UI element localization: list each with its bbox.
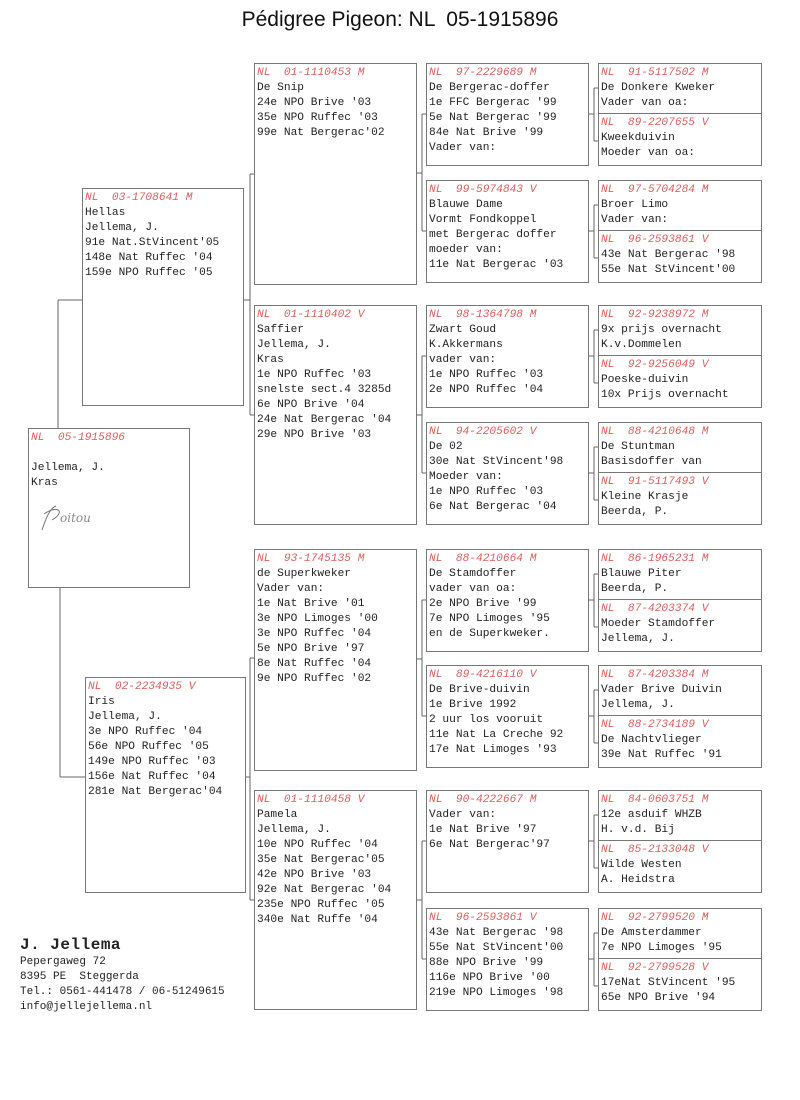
- pigeon-info-line: 3e NPO Ruffec '04: [88, 726, 203, 738]
- pigeon-info-line: met Bergerac doffer: [429, 229, 557, 241]
- pigeon-info-line: Pamela: [257, 809, 298, 821]
- pigeon-info-line: K.Akkermans: [429, 339, 503, 351]
- ring-number: NL 01-1110458 V: [257, 794, 365, 806]
- pigeon-info-line: en de Superkweker.: [429, 628, 550, 640]
- pigeon-card-gen4: [598, 599, 762, 652]
- pigeon-card-dam: [85, 677, 246, 893]
- pigeon-info-line: 17e Nat Limoges '93: [429, 744, 557, 756]
- pigeon-card-gen4: [598, 549, 762, 600]
- pigeon-card-gen4: [598, 840, 762, 893]
- ring-number: NL 88-4210664 M: [429, 553, 537, 565]
- ring-number: NL 96-2593861 V: [429, 912, 537, 924]
- pigeon-info-line: De Donkere Kweker: [601, 82, 716, 94]
- pigeon-info-line: 8e Nat Ruffec '04: [257, 658, 372, 670]
- pigeon-card-gen4: [598, 180, 762, 231]
- pigeon-info-line: Vormt Fondkoppel: [429, 214, 537, 226]
- pigeon-info-line: De Bergerac-doffer: [429, 82, 550, 94]
- pigeon-info-line: 11e Nat Bergerac '03: [429, 259, 564, 271]
- owner-city: 8395 PE Steggerda: [20, 971, 139, 983]
- pigeon-card-gen2: [254, 790, 417, 1010]
- pigeon-info-line: Vader van oa:: [601, 97, 689, 109]
- ring-number: NL 87-4203374 V: [601, 603, 709, 615]
- pigeon-card-gen4: [598, 958, 762, 1011]
- pigeon-info-line: 24e Nat Bergerac '04: [257, 414, 392, 426]
- pigeon-info-line: 2 uur los vooruit: [429, 714, 544, 726]
- pigeon-info-line: vader van oa:: [429, 583, 517, 595]
- pigeon-info-line: 6e Nat Bergerac '04: [429, 501, 557, 513]
- ring-number: NL 91-5117493 V: [601, 476, 709, 488]
- pigeon-info-line: Blauwe Dame: [429, 199, 503, 211]
- ring-number: NL 85-2133048 V: [601, 844, 709, 856]
- pigeon-info-line: 156e Nat Ruffec '04: [88, 771, 216, 783]
- owner-email: info@jellejellema.nl: [20, 1001, 153, 1013]
- pigeon-info-line: 7e NPO Limoges '95: [429, 613, 550, 625]
- ring-number: NL 87-4203384 M: [601, 669, 709, 681]
- pigeon-info-line: Vader Brive Duivin: [601, 684, 722, 696]
- page-title: Pédigree Pigeon: NL 05-1915896: [241, 8, 559, 31]
- pigeon-info-line: 5e NPO Brive '97: [257, 643, 365, 655]
- pigeon-info-line: 2e NPO Brive '99: [429, 598, 537, 610]
- ring-number: NL 01-1110453 M: [257, 67, 365, 79]
- pigeon-card-gen4: [598, 113, 762, 166]
- pigeon-card-gen4: [598, 355, 762, 408]
- pigeon-info-line: moeder van:: [429, 244, 503, 256]
- pigeon-info-line: 99e Nat Bergerac'02: [257, 127, 385, 139]
- pigeon-card-gen2: [254, 63, 417, 285]
- pigeon-info-line: Moeder van:: [429, 471, 503, 483]
- pigeon-info-line: Basisdoffer van: [601, 456, 702, 468]
- pigeon-info-line: 235e NPO Ruffec '05: [257, 899, 385, 911]
- pigeon-info-line: 91e Nat.StVincent'05: [85, 237, 220, 249]
- pigeon-info-line: A. Heidstra: [601, 874, 675, 886]
- pigeon-info-line: 148e Nat Ruffec '04: [85, 252, 213, 264]
- pigeon-card-gen4: [598, 908, 762, 959]
- ring-number: NL 91-5117502 M: [601, 67, 709, 79]
- ring-number: NL 89-4216110 V: [429, 669, 537, 681]
- ring-number: NL 89-2207655 V: [601, 117, 709, 129]
- pigeon-info-line: Jellema, J.: [31, 462, 105, 474]
- pigeon-card-gen2: [254, 549, 417, 771]
- pigeon-info-line: Jellema, J.: [257, 824, 331, 836]
- ring-number: NL 92-9256049 V: [601, 359, 709, 371]
- ring-number: NL 86-1965231 M: [601, 553, 709, 565]
- owner-street: Pepergaweg 72: [20, 956, 106, 968]
- pigeon-info-line: 55e Nat StVincent'00: [429, 942, 564, 954]
- pigeon-info-line: 42e NPO Brive '03: [257, 869, 372, 881]
- pigeon-info-line: De Nachtvlieger: [601, 734, 702, 746]
- pigeon-card-gen3: [426, 422, 589, 525]
- pigeon-info-line: vader van:: [429, 354, 497, 366]
- ring-number: NL 99-5974843 V: [429, 184, 537, 196]
- pigeon-card-gen4: [598, 715, 762, 768]
- ring-number: NL 92-2799520 M: [601, 912, 709, 924]
- pigeon-card-gen3: [426, 665, 589, 768]
- pigeon-info-line: [31, 446, 189, 461]
- pigeon-info-line: H. v.d. Bij: [601, 824, 675, 836]
- pigeon-info-line: Poeske-duivin: [601, 374, 689, 386]
- pigeon-info-line: Hellas: [85, 207, 126, 219]
- pigeon-info-line: 281e Nat Bergerac'04: [88, 786, 223, 798]
- owner-phone: Tel.: 0561-441478 / 06-51249615: [20, 986, 225, 998]
- pigeon-info-line: 149e NPO Ruffec '03: [88, 756, 216, 768]
- ring-number: NL 02-2234935 V: [88, 681, 196, 693]
- pigeon-info-line: 39e Nat Ruffec '91: [601, 749, 722, 761]
- pigeon-info-line: 1e Brive 1992: [429, 699, 517, 711]
- pigeon-info-line: 1e NPO Ruffec '03: [257, 369, 372, 381]
- pigeon-info-line: 55e Nat StVincent'00: [601, 264, 736, 276]
- pigeon-info-line: De Snip: [257, 82, 304, 94]
- pigeon-info-line: De Stuntman: [601, 441, 675, 453]
- pigeon-info-line: K.v.Dommelen: [601, 339, 682, 351]
- pigeon-card-sire: [82, 188, 244, 406]
- pigeon-info-line: Wilde Westen: [601, 859, 682, 871]
- pigeon-card-gen3: [426, 790, 589, 893]
- pigeon-card-gen3: [426, 180, 589, 283]
- pigeon-info-line: 340e Nat Ruffe '04: [257, 914, 378, 926]
- pigeon-info-line: Jellema, J.: [257, 339, 331, 351]
- ring-number: NL 93-1745135 M: [257, 553, 365, 565]
- pigeon-info-line: Iris: [88, 696, 115, 708]
- pigeon-card-gen3: [426, 908, 589, 1011]
- pigeon-info-line: 1e Nat Brive '01: [257, 598, 365, 610]
- pigeon-card-gen4: [598, 63, 762, 114]
- ring-number: NL 98-1364798 M: [429, 309, 537, 321]
- ring-number: NL 97-2229689 M: [429, 67, 537, 79]
- pigeon-card-gen4: [598, 665, 762, 716]
- pigeon-info-line: Vader van:: [429, 142, 497, 154]
- pigeon-info-line: 17eNat StVincent '95: [601, 977, 736, 989]
- ring-number: NL 03-1708641 M: [85, 192, 193, 204]
- pigeon-info-line: Jellema, J.: [85, 222, 159, 234]
- pigeon-card-gen3: [426, 549, 589, 652]
- pigeon-info-line: Vader van:: [601, 214, 669, 226]
- pigeon-info-line: 1e NPO Ruffec '03: [429, 369, 544, 381]
- pigeon-info-line: Kras: [31, 477, 58, 489]
- ring-number: NL 92-9238972 M: [601, 309, 709, 321]
- pigeon-info-line: 6e NPO Brive '04: [257, 399, 365, 411]
- pigeon-info-line: 7e NPO Limoges '95: [601, 942, 722, 954]
- pigeon-info-line: 12e asduif WHZB: [601, 809, 702, 821]
- pigeon-info-line: 3e NPO Ruffec '04: [257, 628, 372, 640]
- pigeon-info-line: Vader van:: [429, 809, 497, 821]
- pigeon-info-line: Saffier: [257, 324, 304, 336]
- pigeon-info-line: 24e NPO Brive '03: [257, 97, 372, 109]
- svg-text:oitou: oitou: [60, 511, 91, 525]
- ring-number: NL 92-2799528 V: [601, 962, 709, 974]
- pigeon-info-line: snelste sect.4 3285d: [257, 384, 392, 396]
- ring-number: NL 96-2593861 V: [601, 234, 709, 246]
- pigeon-info-line: 219e NPO Limoges '98: [429, 987, 564, 999]
- pigeon-info-line: 159e NPO Ruffec '05: [85, 267, 213, 279]
- pigeon-card-gen4: [598, 422, 762, 473]
- pigeon-info-line: Beerda, P.: [601, 506, 669, 518]
- pigeon-card-gen4: [598, 305, 762, 356]
- pigeon-info-line: 84e Nat Brive '99: [429, 127, 544, 139]
- pigeon-info-line: Blauwe Piter: [601, 568, 682, 580]
- pigeon-info-line: 11e Nat La Creche 92: [429, 729, 564, 741]
- pigeon-info-line: Kweekduivin: [601, 132, 675, 144]
- pigeon-info-line: 9e NPO Ruffec '02: [257, 673, 372, 685]
- pigeon-info-line: Kras: [257, 354, 284, 366]
- pigeon-info-line: de Superkweker: [257, 568, 351, 580]
- pigeon-info-line: De Amsterdammer: [601, 927, 702, 939]
- pigeon-info-line: 2e NPO Ruffec '04: [429, 384, 544, 396]
- pigeon-info-line: 10e NPO Ruffec '04: [257, 839, 378, 851]
- pigeon-info-line: 6e Nat Bergerac'97: [429, 839, 550, 851]
- pigeon-info-line: 3e NPO Limoges '00: [257, 613, 378, 625]
- ring-number: NL 88-2734189 V: [601, 719, 709, 731]
- ring-number: NL 05-1915896: [31, 432, 125, 444]
- pigeon-info-line: 35e Nat Bergerac'05: [257, 854, 385, 866]
- pigeon-info-line: Vader van:: [257, 583, 325, 595]
- pigeon-info-line: 1e Nat Brive '97: [429, 824, 537, 836]
- pigeon-info-line: Moeder van oa:: [601, 147, 695, 159]
- pigeon-card-gen4: [598, 472, 762, 525]
- pigeon-info-line: 43e Nat Bergerac '98: [601, 249, 736, 261]
- ring-number: NL 01-1110402 V: [257, 309, 365, 321]
- ring-number: NL 84-0603751 M: [601, 794, 709, 806]
- pigeon-info-line: Zwart Goud: [429, 324, 497, 336]
- pigeon-info-line: 1e NPO Ruffec '03: [429, 486, 544, 498]
- pigeon-info-line: Beerda, P.: [601, 583, 669, 595]
- pigeon-info-line: 29e NPO Brive '03: [257, 429, 372, 441]
- pigeon-info-line: Broer Limo: [601, 199, 669, 211]
- ring-number: NL 97-5704284 M: [601, 184, 709, 196]
- pigeon-info-line: Jellema, J.: [601, 633, 675, 645]
- owner-name: J. Jellema: [20, 936, 122, 954]
- pigeon-info-line: 30e Nat StVincent'98: [429, 456, 564, 468]
- pigeon-info-line: 56e NPO Ruffec '05: [88, 741, 209, 753]
- owner-info: [20, 935, 225, 1015]
- pigeon-info-line: Jellema, J.: [601, 699, 675, 711]
- pigeon-info-line: 116e NPO Brive '00: [429, 972, 550, 984]
- pigeon-info-line: Moeder Stamdoffer: [601, 618, 716, 630]
- pigeon-info-line: De 02: [429, 441, 463, 453]
- signature: [36, 500, 116, 541]
- pigeon-info-line: 9x prijs overnacht: [601, 324, 722, 336]
- pigeon-info-line: De Stamdoffer: [429, 568, 517, 580]
- pigeon-info-line: 88e NPO Brive '99: [429, 957, 544, 969]
- ring-number: NL 90-4222667 M: [429, 794, 537, 806]
- pigeon-info-line: Jellema, J.: [88, 711, 162, 723]
- pigeon-card-gen3: [426, 305, 589, 408]
- pigeon-info-line: 65e NPO Brive '94: [601, 992, 716, 1004]
- ring-number: NL 94-2205602 V: [429, 426, 537, 438]
- pigeon-info-line: 43e Nat Bergerac '98: [429, 927, 564, 939]
- pigeon-card-gen3: [426, 63, 589, 166]
- pigeon-info-line: 5e Nat Bergerac '99: [429, 112, 557, 124]
- pigeon-info-line: 92e Nat Bergerac '04: [257, 884, 392, 896]
- pigeon-info-line: Kleine Krasje: [601, 491, 689, 503]
- pigeon-info-line: 1e FFC Bergerac '99: [429, 97, 557, 109]
- pigeon-card-gen4: [598, 230, 762, 283]
- pigeon-card-gen4: [598, 790, 762, 841]
- pigeon-info-line: De Brive-duivin: [429, 684, 530, 696]
- pigeon-info-line: 10x Prijs overnacht: [601, 389, 729, 401]
- pigeon-card-gen2: [254, 305, 417, 525]
- pigeon-info-line: 35e NPO Ruffec '03: [257, 112, 378, 124]
- ring-number: NL 88-4210648 M: [601, 426, 709, 438]
